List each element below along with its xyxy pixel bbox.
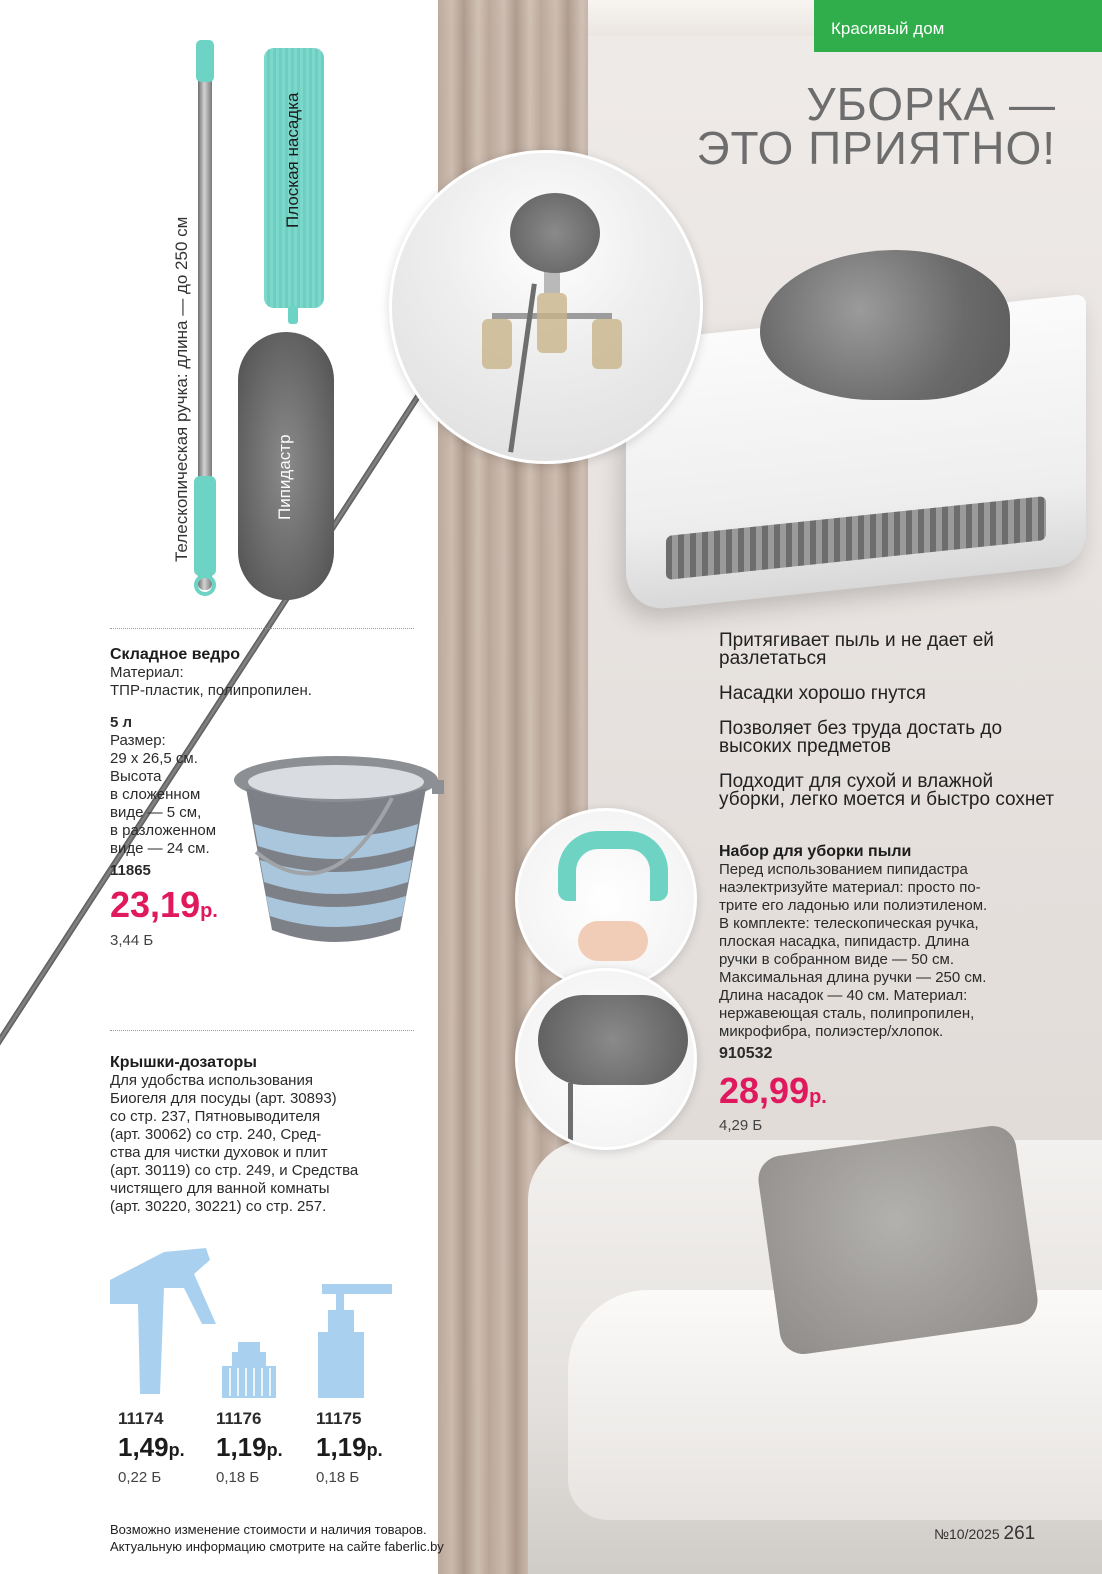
cap-points-1: 0,22 Б	[118, 1469, 162, 1486]
bucket-height-5: виде — 24 см.	[110, 840, 210, 857]
feature-item: Позволяет без труда достать до высоких предметов	[719, 718, 1003, 757]
caps-line-8: (арт. 30220, 30221) со стр. 257.	[110, 1198, 327, 1215]
caps-line-5: ства для чистки духовок и плит	[110, 1144, 328, 1161]
bucket-price-value: 23,19	[110, 884, 201, 925]
bucket-points: 3,44 Б	[110, 932, 154, 949]
handle-label: Телескопическая ручка: длина — до 250 см	[172, 216, 191, 562]
dust-set-line-2: наэлектризуйте материал: просто по-	[719, 879, 981, 896]
cap-price-3	[316, 1432, 383, 1462]
dust-set-line-7: Максимальная длина ручки — 250 см.	[719, 969, 987, 986]
bucket-volume: 5 л	[110, 714, 133, 731]
hands	[578, 921, 648, 961]
feature-item: Притягивает пыль и не дает ей разлетаться	[719, 630, 994, 669]
ac-vent	[666, 496, 1046, 580]
pillow	[755, 1123, 1040, 1357]
dust-set-price-value: 28,99	[719, 1070, 810, 1111]
chandelier-photo	[389, 150, 703, 464]
flip-cap-icon	[218, 1340, 280, 1400]
cap-price-value-1: 1,49	[118, 1432, 169, 1462]
duster-bent	[538, 995, 688, 1085]
feature-item: Насадки хорошо гнутся	[719, 683, 926, 704]
bucket-price-currency: р.	[200, 900, 218, 922]
dust-set-line-6: ручки в собранном виде — 50 см.	[719, 951, 955, 968]
bucket-material: ТПР-пластик, полипропилен.	[110, 682, 312, 699]
page-number: 261	[1003, 1523, 1036, 1544]
footer-disclaimer	[110, 1521, 444, 1555]
cap-price-2	[216, 1432, 283, 1462]
duster-in-chandelier	[510, 193, 600, 273]
dust-set-price-currency: р.	[809, 1086, 827, 1108]
cap-price-currency-3: р.	[366, 1440, 383, 1460]
divider	[110, 628, 414, 629]
handle-grip	[194, 476, 216, 576]
cap-article-2: 11176	[216, 1409, 262, 1428]
bucket-title: Складное ведро	[110, 646, 240, 663]
cap-price-currency-2: р.	[266, 1440, 283, 1460]
dust-set-line-9: нержавеющая сталь, полипропилен,	[719, 1005, 975, 1022]
footer-line-1: Возможно изменение стоимости и наличия товаров.	[110, 1522, 427, 1537]
dust-set-line-8: Длина насадок — 40 см. Материал:	[719, 987, 968, 1004]
bucket-height-2: в сложенном	[110, 786, 201, 803]
flat-pad-stem	[288, 306, 298, 324]
pump-dispenser-icon	[314, 1282, 394, 1400]
cap-points-3: 0,18 Б	[316, 1469, 360, 1486]
headline-line-2: ЭТО ПРИЯТНО!	[696, 122, 1056, 174]
caps-line-4: (арт. 30062) со стр. 240, Сред-	[110, 1126, 322, 1143]
caps-line-1: Для удобства использования	[110, 1072, 313, 1089]
trigger-sprayer-icon	[106, 1244, 220, 1400]
bucket-article: 11865	[110, 862, 151, 879]
bucket-height-4: в разложенном	[110, 822, 217, 839]
caps-line-2: Биогеля для посуды (арт. 30893)	[110, 1090, 337, 1107]
feature-item: Подходит для сухой и влажной уборки, легко моется и быстро сохнет	[719, 771, 1055, 810]
duster-stem	[568, 1083, 573, 1150]
dust-set-line-5: плоская насадка, пипидастр. Длина	[719, 933, 970, 950]
caps-title: Крышки-дозаторы	[110, 1054, 257, 1071]
flat-pad-bent	[558, 831, 668, 901]
cap-item-2	[216, 1410, 283, 1487]
bucket-size-label: Размер:	[110, 732, 166, 749]
dust-set-line-1: Перед использованием пипидастра	[719, 861, 968, 878]
cap-price-value-2: 1,19	[216, 1432, 267, 1462]
bucket-size: 29 x 26,5 см.	[110, 750, 198, 767]
cap-item-3	[316, 1410, 383, 1487]
cap-article-1: 11174	[118, 1409, 164, 1428]
dust-set-info	[719, 843, 1059, 1063]
dust-set-line-10: микрофибра, полиэстер/хлопок.	[719, 1023, 944, 1040]
duster-label: Пипидастр	[275, 434, 294, 520]
handle-cap	[196, 40, 214, 82]
caps-line-3: со стр. 237, Пятновыводителя	[110, 1108, 321, 1125]
bucket-image	[232, 754, 446, 950]
issue-number: №10/2025	[934, 1526, 1000, 1542]
dust-set-points: 4,29 Б	[719, 1117, 763, 1134]
cap-points-2: 0,18 Б	[216, 1469, 260, 1486]
bucket-material-label: Материал:	[110, 664, 184, 681]
dust-set-title: Набор для уборки пыли	[719, 843, 912, 860]
cap-price-1	[118, 1432, 185, 1462]
category-badge[interactable]: Красивый дом	[814, 0, 1102, 52]
page-footer	[934, 1523, 1035, 1545]
flat-pad-photo	[515, 808, 697, 990]
headline-line-1: УБОРКА —	[806, 78, 1056, 130]
chandelier-icon	[472, 263, 632, 383]
feature-list	[719, 632, 1059, 826]
cap-article-3: 11175	[316, 1409, 362, 1428]
cap-price-value-3: 1,19	[316, 1432, 367, 1462]
flat-pad-label: Плоская насадка	[283, 92, 302, 228]
dust-set-price	[719, 1072, 827, 1116]
dust-set-line-3: трите его ладонью или полиэтиленом.	[719, 897, 988, 914]
bucket-price	[110, 886, 218, 930]
dust-set-line-4: В комплекте: телескопическая ручка,	[719, 915, 979, 932]
handle-ring	[194, 574, 216, 596]
duster-photo	[515, 968, 697, 1150]
caps-line-6: (арт. 30119) со стр. 249, и Средства	[110, 1162, 359, 1179]
caps-line-7: чистящего для ванной комнаты	[110, 1180, 330, 1197]
divider	[110, 1030, 414, 1031]
cap-price-currency-1: р.	[168, 1440, 185, 1460]
bucket-height-1: Высота	[110, 768, 162, 785]
footer-line-2[interactable]: Актуальную информацию смотрите на сайте faberlic.by	[110, 1539, 444, 1554]
bucket-height-3: виде — 5 см,	[110, 804, 202, 821]
bucket-specs	[110, 714, 240, 880]
page-headline	[696, 78, 1056, 174]
caps-info	[110, 1054, 410, 1216]
dust-set-article: 910532	[719, 1045, 773, 1062]
bucket-info	[110, 646, 410, 700]
cap-item-1	[118, 1410, 185, 1487]
